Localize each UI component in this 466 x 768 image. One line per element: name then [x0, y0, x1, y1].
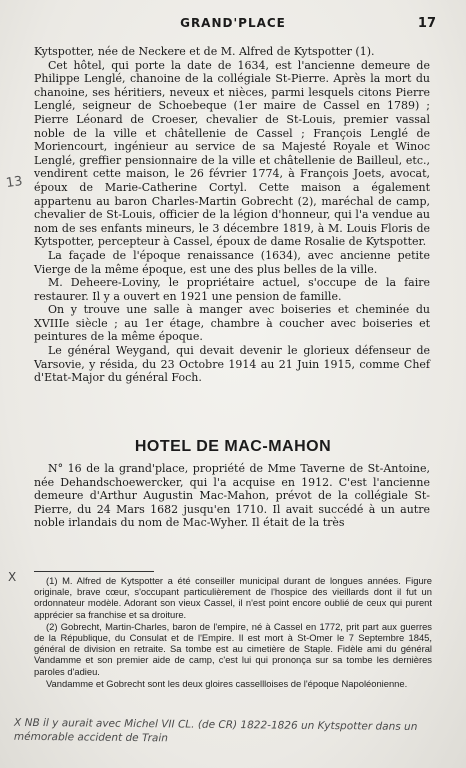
footnotes [34, 575, 432, 690]
footnote-divider [34, 571, 154, 572]
section-heading: HOTEL DE MAC-MAHON [134, 438, 332, 455]
body-paragraph: Cet hôtel, qui porte la date de 1634, est l'ancienne demeure de Philippe Lenglé, chanoine de la collégiale St-Pierre. Après la mort du chanoine, ses héritiers, neveux et nièces, parmi lesquels citons Pierre Lenglé, seigneur de Schoebeque (1er maire de Cassel en 1789) ; Pierre Léonard de Croeser, chevalier de St-Louis, premier vassal noble de la ville et châtellenie de Cassel ; François Lenglé de Moriencourt, ingénieur au service de sa Majesté Royale et Winoc Lenglé, greffier pensionnaire de la ville et châtellenie de Bailleul, etc., vendirent cette maison, le 26 février 1774, à François Joets, avocat, époux de Marie-Catherine Cortyl. Cette maison a également appartenu au baron Charles-Martin Gobrecht (2), maréchal de camp, chevalier de St-Louis, officier de la légion d'honneur, qui l'a vendue au nom de ses enfants mineurs, le 3 décembre 1819, à M. Louis Floris de Kytspotter, percepteur à Cassel, époux de dame Rosalie de Kytspotter. [34, 58, 430, 249]
body-text [34, 45, 430, 385]
body-paragraph: La façade de l'époque renaissance (1634), avec ancienne petite Vierge de la même époque, est une des plus belles de la ville. [34, 248, 430, 276]
handwritten-x-mark: X [8, 570, 17, 584]
body-paragraph: Le général Weygand, qui devait devenir le glorieux défenseur de Varsovie, y résida, du 23 Octobre 1914 au 21 Juin 1915, comme Chef d'Etat-Major du général Foch. [34, 344, 430, 385]
running-title: GRAND'PLACE [180, 16, 286, 30]
body-paragraph: M. Deheere-Loviny, le propriétaire actuel, s'occupe de la faire restaurer. Il y a ouvert en 1921 une pension de famille. [34, 276, 430, 303]
page-number: 17 [417, 16, 436, 31]
footnote: (2) Gobrecht, Martin-Charles, baron de l'empire, né à Cassel en 1772, prit part aux guerres de la République, du Consulat et de l'Empire. Il est mort à St-Omer le 7 Septembre 1845, général de division en retraite. Sa tombe est au cimetière de Staple. Fidèle ami du général Vandamme et son premier aide de camp, c'est lui qui prononça sur sa tombe les dernières paroles d'adieu. [34, 620, 432, 677]
page-header [0, 14, 466, 34]
section-paragraph: N° 16 de la grand'place, propriété de Mme Taverne de St-Antoine, née Dehandschoewercker, qui l'a acquise en 1912. C'est l'ancienne demeure d'Arthur Augustin Mac-Mahon, prévot de la collégiale St-Pierre, du 24 Mars 1682 jusqu'en 1710. Il avait succédé à un autre noble irlandais du nom de Mac-Wyher. Il était de la très [34, 462, 430, 530]
handwritten-note: X NB il y aurait avec Michel VII CL. (de CR) 1822-1826 un Kytspotter dans un mémorable accident de Train [13, 716, 418, 745]
section-text [34, 462, 430, 530]
handwritten-margin-number: 13 [5, 173, 24, 192]
body-paragraph: Kytspotter, née de Neckere et de M. Alfred de Kytspotter (1). [34, 45, 375, 58]
footnote: (1) M. Alfred de Kytspotter a été conseiller municipal durant de longues années. Figure originale, brave cœur, s'occupant particulièrement de l'hospice des vieillards dont il fut un ordonnateur modèle. Adorant son vieux Cassel, il n'est point encore oublié de ceux qui purent apprécier sa franchise et sa droiture. [34, 575, 432, 620]
body-paragraph: On y trouve une salle à manger avec boiseries et cheminée du XVIIIe siècle ; au 1er étage, chambre à coucher avec boiseries et peintures de la même époque. [34, 303, 430, 344]
footnote: Vandamme et Gobrecht sont les deux gloires cassellloises de l'époque Napoléonienne. [46, 677, 408, 689]
